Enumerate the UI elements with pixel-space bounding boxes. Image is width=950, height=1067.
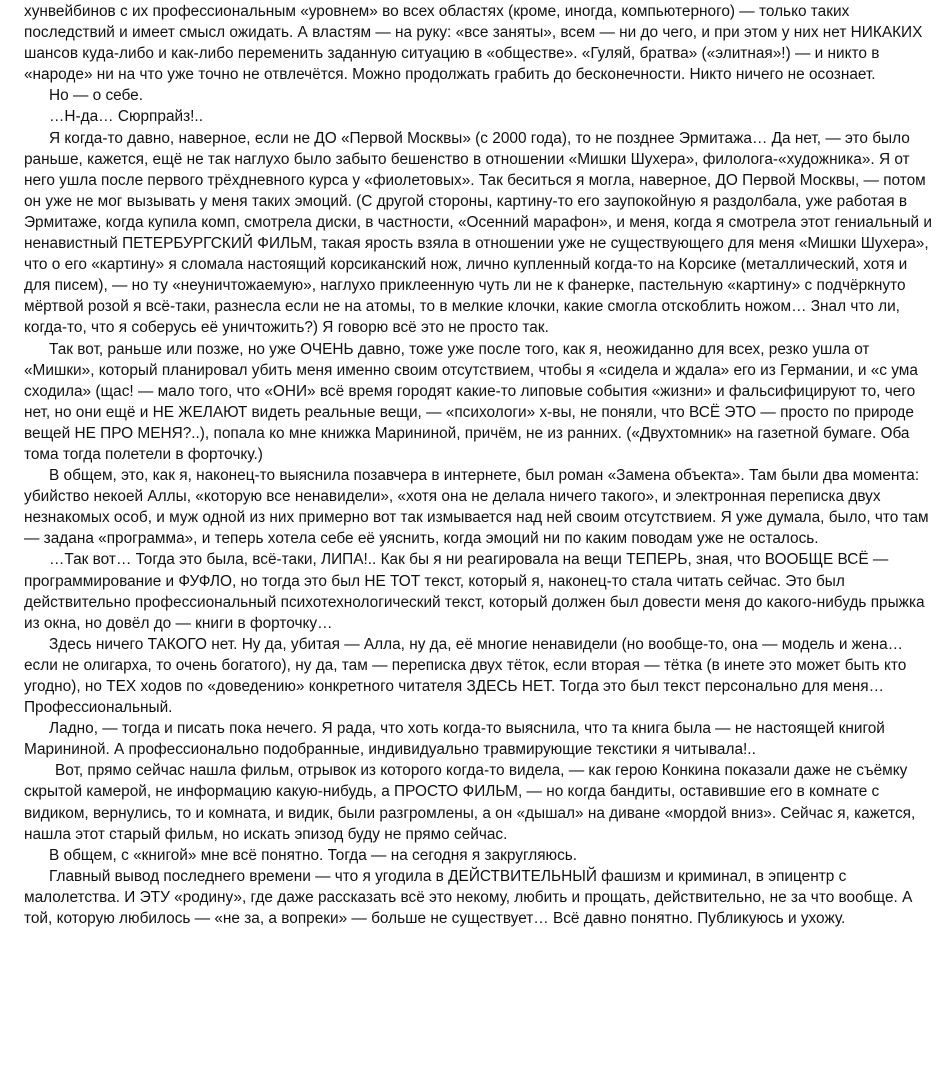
paragraph-5: Так вот, раньше или позже, но уже ОЧЕНЬ давно, тоже уже после того, как я, неожиданно для всех, резко ушла от «Мишки», который планировал убить меня именно своим отсутствием, чтобы я «сидела и ждала» его из Германии, и «с ума сходила» (щас! — мало того, что «ОНИ» всё время городят какие-то липовые события «жизни» и фальсифицируют то, чего нет, но они ещё и НЕ ЖЕЛАЮТ видеть реальные вещи, — «психологи» х-вы, не поняли, что ВСЁ ЭТО — просто по природе вещей НЕ ПРО МЕНЯ?..), попала ко мне книжка Марининой, причём, не из ранних. («Двухтомник» на газетной бумаге. Оба тома тогда полетели в форточку.): [24, 340, 918, 463]
paragraph-11: В общем, с «книгой» мне всё понятно. Тогда — на сегодня я закругляюсь.: [49, 846, 578, 864]
paragraph-8: Здесь ничего ТАКОГО нет. Ну да, убитая — Алла, ну да, её многие ненавидели (но вообще-то, она — модель и жена…если не олигарха, то очень богатого), ну да, там — переписка двух тёток, если вторая — тётка (в инете это может быть кто угодно), но ТЕХ ходов по «доведению» конкретного читателя ЗДЕСЬ НЕТ. Тогда это был текст персонально для меня… Профессиональный.: [24, 635, 907, 717]
paragraph-4: Я когда-то давно, наверное, если не ДО «Первой Москвы» (с 2000 года), то не позднее Эрмитажа… Да нет, — это было раньше, кажется, ещё не так наглухо было забыто бешенство в отношении «Мишки Шухера», филолога-«художника». Я от него ушла после первого трёхдневного курса у «фиолетовых». Так беситься я могла, наверное, ДО Первой Москвы, — потом он уже не мог вызывать у меня таких эмоций. (С другой стороны, картину-то его заупокойную я раздолбала, уже работая в Эрмитаже, когда купила комп, смотрела диски, в частности, «Осенний марафон», и меня, когда я смотрела этот гениальный и ненавистный ПЕТЕРБУРГСКИЙ ФИЛЬМ, такая ярость взяла в отношении уже не существующего для меня «Мишки Шухера», что о его «картину» я сломала настоящий корсиканский нож, лично купленный когда-то на Корсике (металлический, хотя и для писем), — но ту «неуничтожаемую», наглухо приклеенную чуть ли не к фанерке, пастельную «картину» с подчёркнуто мёртвой розой я всё-таки, разнесла если не на атомы, то в мелкие клочки, какие смогла отскоблить ножом… Знал что ли, когда-то, что я соберусь её уничтожить?) Я говорю всё это не просто так.: [24, 129, 932, 337]
paragraph-12: Главный вывод последнего времени — что я угодила в ДЕЙСТВИТЕЛЬНЫЙ фашизм и криминал, в эпицентр с малолетства. И ЭТУ «родину», где даже рассказать всё это некому, любить и прощать, действительно, не за что вообще. А той, которую любилось — «не за, а вопреки» — больше не существует… Всё давно понятно. Публикуюсь и ухожу.: [24, 867, 913, 928]
paragraph-3: …Н-да… Сюрпрайз!..: [49, 108, 203, 126]
paragraph-7: …Так вот… Тогда это была, всё-таки, ЛИПА!.. Как бы я ни реагировала на вещи ТЕПЕРЬ, зная, что ВООБЩЕ ВСЁ — программирование и ФУФЛО, но тогда это был НЕ ТОТ текст, который я, наконец-то стала читать сейчас. Это был действительно профессиональный психотехнологический текст, который должен был довести меня до какого-нибудь прыжка из окна, но довёл до — книги в форточку…: [24, 551, 925, 632]
paragraph-9: Ладно, — тогда и писать пока нечего. Я рада, что хоть когда-то выяснила, что та книга была — не настоящей книгой Марининой. А профессионально подобранные, индивидуально травмирующие текстики я читывала!..: [24, 720, 885, 759]
paragraph-10: Вот, прямо сейчас нашла фильм, отрывок из которого когда-то видела, — как герою Конкина показали даже не съёмку скрытой камерой, не информацию какую-нибудь, а ПРОСТО ФИЛЬМ, — но когда бандиты, оставившие его в комнате с видиком, вернулись, то и комната, и видик, были разгромлены, а он «дышал» на диване «мордой вниз». Сейчас я, кажется, нашла этот старый фильм, но искать эпизод буду не прямо сейчас.: [24, 762, 916, 843]
paragraph-2: Но — о себе.: [49, 87, 144, 105]
paragraph-1: хунвейбинов с их профессиональным «уровнем» во всех областях (кроме, иногда, компьютерного) — только таких последствий и имеет смысл ожидать. А властям — на руку: «все заняты», всем — ни до чего, и при этом у них нет НИКАКИХ шансов куда-либо и как-либо переменить заданную ситуацию в «обществе». «Гуляй, братва» («элитная»!) — и никто в «народе» ни на что уже точно не отвлечётся. Можно продолжать грабить до бесконечности. Никто ничего не осознает.: [24, 3, 923, 84]
paragraph-6: В общем, это, как я, наконец-то выяснила позавчера в интернете, был роман «Замена объекта». Там были два момента: убийство некоей Аллы, «которую все ненавидели», «хотя она не делала ничего такого», и электронная переписка двух незнакомых особ, и муж одной из них примерно вот так измывается над ней своим отсутствием. Я уже думала, было, что там — задана «программа», и теперь хотела себе её уяснить, когда эмоций ни по каким поводам уже не осталось.: [24, 467, 929, 548]
